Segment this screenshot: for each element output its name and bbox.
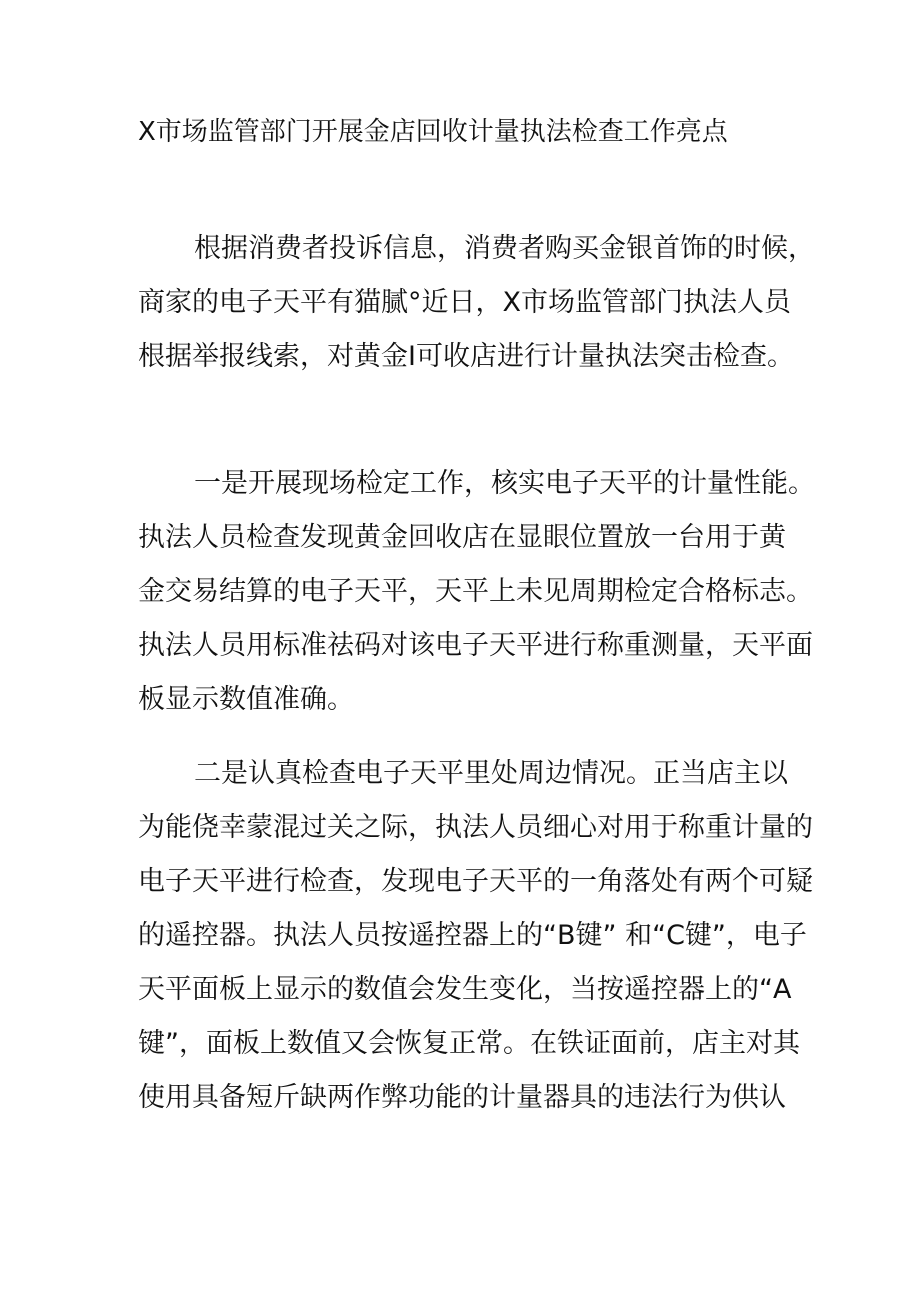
paragraph-line: 天平面板上显示的数值会发生变化，当按遥控器上的“A bbox=[138, 974, 792, 1005]
document-title: X市场监管部门开展金店回收计量执法检查工作亮点 bbox=[138, 117, 728, 147]
paragraph-line: 根据消费者投诉信息，消费者购买金银首饰的时候， bbox=[194, 233, 815, 264]
paragraph-line: 一是开展现场检定工作，核实电子天平的计量性能。 bbox=[194, 468, 815, 499]
paragraph-inspection-surroundings bbox=[138, 747, 813, 1125]
paragraph-line: 二是认真检查电子天平里处周边情况。正当店主以 bbox=[194, 758, 788, 789]
paragraph-on-site-verification bbox=[138, 457, 815, 727]
paragraph-line: 执法人员检查发现黄金回收店在显眼位置放一台用于黄 bbox=[138, 522, 786, 553]
paragraph-line: 使用具备短斤缺两作弊功能的计量器具的违法行为供认 bbox=[138, 1082, 786, 1113]
paragraph-line: 为能侥幸蒙混过关之际，执法人员细心对用于称重计量的 bbox=[138, 812, 813, 843]
paragraph-line: 电子天平进行检查，发现电子天平的一角落处有两个可疑 bbox=[138, 866, 813, 897]
paragraph-line: 的遥控器。执法人员按遥控器上的“B键” 和“C键”，电子 bbox=[138, 920, 807, 951]
paragraph-line: 板显示数值准确。 bbox=[138, 684, 354, 715]
paragraph-line: 根据举报线索，对黄金I可收店进行计量执法突击检查。 bbox=[138, 341, 794, 372]
paragraph-line: 商家的电子天平有猫腻°近日，X市场监管部门执法人员 bbox=[138, 287, 791, 318]
paragraph-line: 执法人员用标准祛码对该电子天平进行称重测量，天平面 bbox=[138, 630, 813, 661]
paragraph-complaint bbox=[138, 222, 815, 384]
paragraph-line: 键”，面板上数值又会恢复正常。在铁证面前，店主对其 bbox=[138, 1028, 800, 1059]
paragraph-line: 金交易结算的电子天平，天平上未见周期检定合格标志。 bbox=[138, 576, 813, 607]
